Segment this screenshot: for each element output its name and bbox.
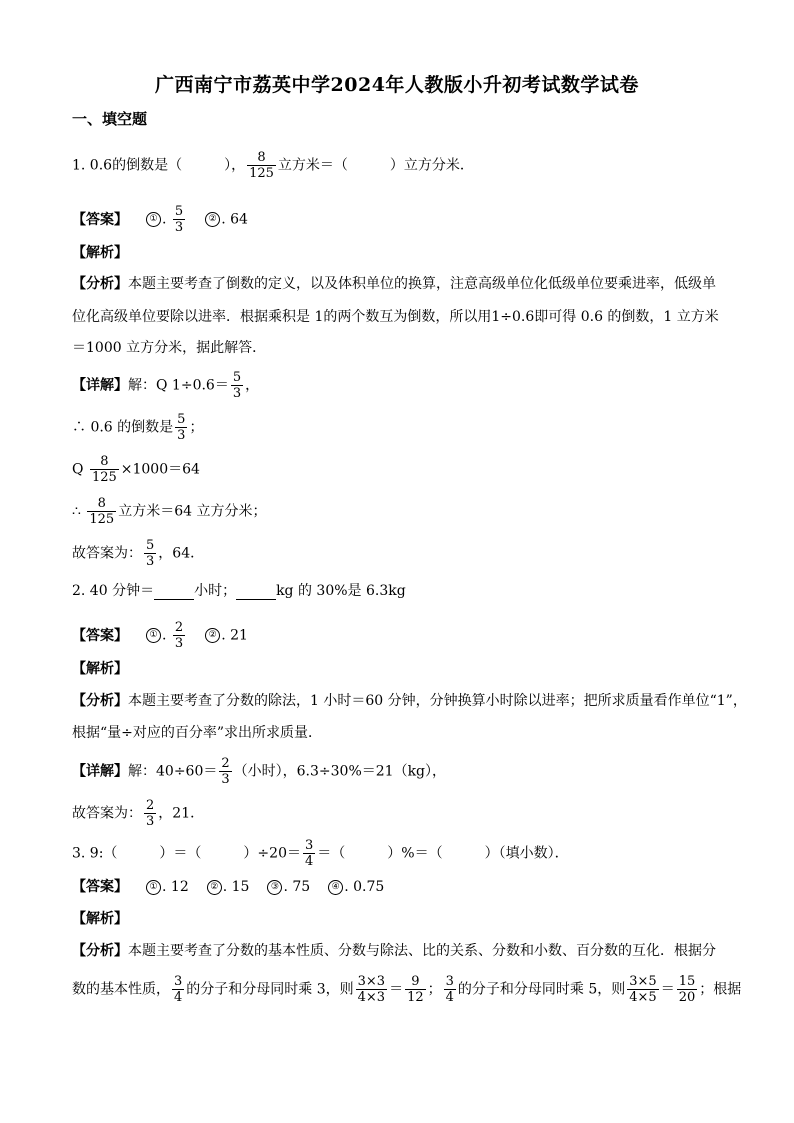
q1-fraction: $\frac{8}{125}$ [249, 150, 274, 181]
section-heading: 一、填空题 [72, 110, 148, 128]
q3-fenxi-line2: 数的基本性质， $\frac{3}{4}$ 的分子和分母同时乘 3，则 $\frac{3\times 3}{4\times 3}$ ＝ $\frac{9}{12}$ ； $\frac{3}{4}$ 的分子和分母同时乘 5，则 $\frac{3\times 5}{4\times 5}$ ＝ $\frac{15}{20}$ ；根据 [72, 974, 742, 1005]
q1-answer: 【答案】 ① . $\frac{5}{3}$ ② . 64 [72, 204, 248, 235]
q2-blank-2 [236, 583, 276, 600]
q1-detail-line1: 【详解】解：Q 1÷0.6＝ $\frac{5}{3}$ ， [72, 370, 260, 401]
q1-fenxi-line2: 位化高级单位要除以进率．根据乘积是 1的两个数互为倒数，所以用1÷0.6即可得 0.6 的倒数，1 立方米 [72, 309, 719, 325]
q3-question: 3. 9:（ ）＝（ ）÷20＝ $\frac{3}{4}$ ＝（ ）%＝（ ）（填小数）． [72, 838, 569, 869]
q3-answer: 【答案】 ① . 12 ② . 15 ③ . 75 ④ . 0.75 [72, 879, 385, 895]
q1-detail-line5: 故答案为： $\frac{5}{3}$ ，64． [72, 538, 205, 569]
q2-detail-line2: 故答案为： $\frac{2}{3}$ ，21． [72, 798, 205, 829]
q3-fenxi-line1: 【分析】本题主要考查了分数的基本性质、分数与除法、比的关系、分数和小数、百分数的互化．根据分 [72, 943, 716, 959]
q2-fenxi-line1: 【分析】本题主要考查了分数的除法，1 小时＝60 分钟，分钟换算小时除以进率；把所求质量看作单位“1”， [72, 693, 747, 709]
page-title: 广西南宁市荔英中学2024年人教版小升初考试数学试卷 [155, 74, 639, 96]
q2-blank-1 [154, 583, 194, 600]
q1-question: 1. 0.6的倒数是（ ）， $\frac{8}{125}$ 立方米＝（ ）立方分米． [72, 150, 474, 181]
q2-jiexi-label: 【解析】 [72, 661, 128, 677]
q1-detail-line3: Q $\frac{8}{125}$ ×1000＝64 [72, 454, 200, 485]
q2-answer: 【答案】 ① . $\frac{2}{3}$ ② . 21 [72, 620, 248, 651]
q1-answer-fraction: $\frac{5}{3}$ [174, 204, 184, 235]
q2-question: 2. 40 分钟＝ 小时； kg 的 30%是 6.3kg [72, 583, 406, 599]
q2-fenxi-line2: 根据“量÷对应的百分率”求出所求质量． [72, 725, 323, 741]
q1-detail-line2: ∴ 0.6 的倒数是 $\frac{5}{3}$ ； [72, 412, 204, 443]
q1-fenxi-line3: ＝1000 立方分米，据此解答． [72, 340, 267, 356]
q1-fenxi-line1: 【分析】本题主要考查了倒数的定义，以及体积单位的换算，注意高级单位化低级单位要乘进率，低级单 [72, 276, 716, 292]
q3-jiexi-label: 【解析】 [72, 911, 128, 927]
q1-detail-line4: ∴ $\frac{8}{125}$ 立方米＝64 立方分米； [72, 496, 267, 527]
q2-detail-line1: 【详解】解：40÷60＝ $\frac{2}{3}$ （小时），6.3÷30%＝21（kg）， [72, 756, 447, 787]
q1-jiexi-label: 【解析】 [72, 245, 128, 261]
